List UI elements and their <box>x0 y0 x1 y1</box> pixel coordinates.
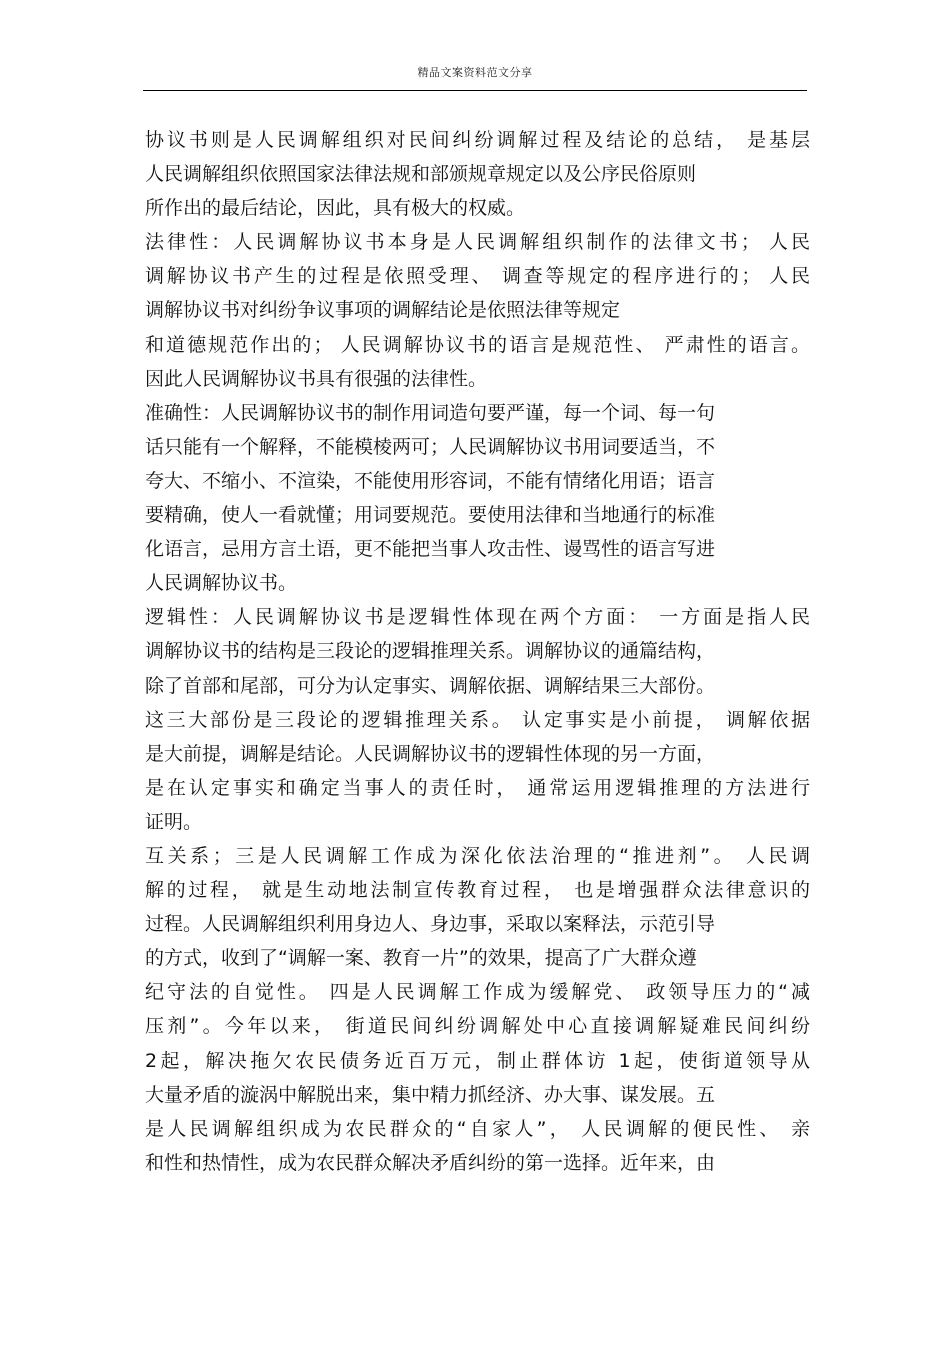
text-line: 调解协议书对纠纷争议事项的调解结论是依照法律等规定 <box>145 299 621 322</box>
paragraph <box>145 396 810 601</box>
paragraph <box>145 123 810 225</box>
text-line: 因此人民调解协议书具有很强的法律性。 <box>145 367 488 390</box>
text-line: 2起，解决拖欠农民债务近百万元，制止群体访 1起，使街道领导从 <box>145 1049 810 1072</box>
text-line: 调解协议书产生的过程是依照受理、 调查等规定的程序进行的； 人民 <box>145 265 810 288</box>
paragraph <box>145 839 810 1180</box>
text-line: 调解协议书的结构是三段论的逻辑推理关系。调解协议的通篇结构， <box>145 640 716 663</box>
text-line: 逻辑性：人民调解协议书是逻辑性体现在两个方面： 一方面是指人民 <box>145 606 810 629</box>
text-line: 是在认定事实和确定当事人的责任时， 通常运用逻辑推理的方法进行 <box>145 776 810 799</box>
text-line: 话只能有一个解释，不能模棱两可；人民调解协议书用词要适当，不 <box>145 435 716 458</box>
text-line: 化语言，忌用方言土语，更不能把当事人攻击性、谩骂性的语言写进 <box>145 538 716 561</box>
text-line: 解的过程， 就是生动地法制宣传教育过程， 也是增强群众法律意识的 <box>145 879 810 902</box>
text-line: 所作出的最后结论，因此，具有极大的权威。 <box>145 197 526 220</box>
text-line: 压剂”。今年以来， 街道民间纠纷调解处中心直接调解疑难民间纠纷 <box>145 1015 810 1038</box>
text-line: 是人民调解组织成为农民群众的“自家人”， 人民调解的便民性、 亲 <box>145 1117 810 1140</box>
text-line: 和道德规范作出的； 人民调解协议书的语言是规范性、 严肃性的语言。 <box>145 333 810 356</box>
paragraph <box>145 225 810 395</box>
paragraph <box>145 600 810 839</box>
text-line: 的方式，收到了“调解一案、教育一片”的效果，提高了广大群众遵 <box>145 947 697 970</box>
text-line: 是大前提，调解是结论。人民调解协议书的逻辑性体现的另一方面， <box>145 742 716 765</box>
text-line: 和性和热情性，成为农民群众解决矛盾纠纷的第一选择。近年来，由 <box>145 1151 716 1174</box>
text-line: 准确性：人民调解协议书的制作用词造句要严谨，每一个词、每一句 <box>145 401 716 424</box>
text-line: 这三大部份是三段论的逻辑推理关系。 认定事实是小前提， 调解依据 <box>145 708 810 731</box>
text-line: 要精确，使人一看就懂；用词要规范。要使用法律和当地通行的标准 <box>145 504 716 527</box>
text-line: 协议书则是人民调解组织对民间纠纷调解过程及结论的总结， 是基层 <box>145 129 810 151</box>
text-line: 人民调解协议书。 <box>145 572 298 595</box>
text-line: 法律性：人民调解协议书本身是人民调解组织制作的法律文书； 人民 <box>145 231 810 254</box>
header-divider <box>143 90 807 91</box>
page-header: 精品文案资料范文分享 <box>417 66 533 79</box>
document-body <box>145 123 810 1180</box>
text-line: 夸大、不缩小、不渲染，不能使用形容词，不能有情绪化用语；语言 <box>145 469 716 492</box>
text-line: 纪守法的自觉性。 四是人民调解工作成为缓解党、 政领导压力的“减 <box>145 981 810 1004</box>
text-line: 互关系；三是人民调解工作成为深化依法治理的“推进剂”。 人民调 <box>145 844 810 867</box>
text-line: 证明。 <box>145 810 203 833</box>
text-line: 除了首部和尾部，可分为认定事实、调解依据、调解结果三大部份。 <box>145 674 716 697</box>
text-line: 人民调解组织依照国家法律法规和部颁规章规定以及公序民俗原则 <box>145 163 697 186</box>
text-line: 大量矛盾的漩涡中解脱出来，集中精力抓经济、办大事、谋发展。五 <box>145 1083 716 1106</box>
text-line: 过程。人民调解组织利用身边人、身边事，采取以案释法，示范引导 <box>145 913 716 936</box>
